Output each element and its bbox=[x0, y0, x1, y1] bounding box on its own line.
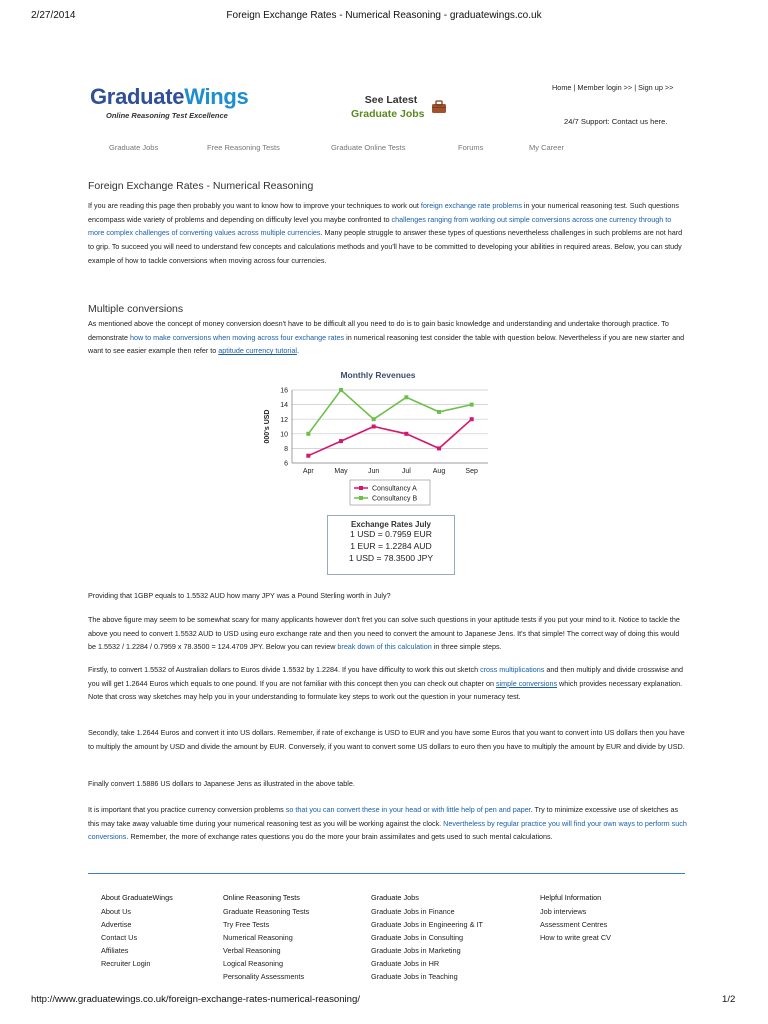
page-title: Foreign Exchange Rates - Numerical Reasoning bbox=[88, 180, 314, 192]
y-tick-label: 14 bbox=[280, 402, 288, 410]
exchange-rates-table bbox=[327, 515, 455, 575]
logo-brand-part2: Wings bbox=[184, 84, 249, 109]
series-line-consultancy-a bbox=[308, 419, 471, 456]
footer-link[interactable]: Graduate Jobs in Marketing bbox=[371, 946, 461, 955]
data-point bbox=[470, 403, 474, 407]
monthly-revenues-chart bbox=[258, 362, 498, 510]
data-point bbox=[404, 432, 408, 436]
foreign-exchange-link[interactable]: foreign exchange rate problems bbox=[420, 201, 522, 210]
finally-paragraph: Finally convert 1.5886 US dollars to Japanese Jens as illustrated in the above table. bbox=[88, 779, 355, 788]
firstly-text-3: which provides necessary explanation. Note that cross way sketches may help you in your understanding to formulate key steps to work out the question in your numeracy test. bbox=[88, 678, 683, 702]
answer-text-1: The above figure may seem to be somewhat scary for many applicants however don't fret you can solve such questions in your aptitude tests if you put your mind to it. Notice to tackle the above you need to convert 1.5532 AUD to USD using euro exchange rate and then you need to convert the amount to Japanese Jens. It's that simple! The correct way of doing this would be 1.5532 / 1.2284 / 0.7959 x 78.3500 = 124.4709 JPY. Below you can review bbox=[88, 615, 680, 652]
answer-text-2: in three simple steps. bbox=[431, 642, 502, 652]
question-text: Providing that 1GBP equals to 1.5532 AUD how many JPY was a Pound Sterling worth in July? bbox=[88, 591, 391, 600]
firstly-text-1: Firstly, to convert 1.5532 of Australian dollars to Euros divide 1.5532 by 1.2284. If you have difficulty to work this out sketch bbox=[88, 665, 481, 674]
footer-link[interactable]: Graduate Jobs in Finance bbox=[371, 907, 455, 916]
multiple-conversions-heading: Multiple conversions bbox=[88, 303, 184, 315]
footer-link[interactable]: Advertise bbox=[101, 920, 132, 929]
chart-title: Monthly Revenues bbox=[340, 370, 416, 380]
data-point bbox=[306, 454, 310, 458]
series-line-consultancy-b bbox=[308, 390, 471, 434]
support-link[interactable]: 24/7 Support: Contact us here. bbox=[564, 117, 668, 126]
print-title: Foreign Exchange Rates - Numerical Reasoning - graduatewings.co.uk bbox=[226, 10, 542, 21]
footer-about bbox=[101, 891, 173, 970]
legend-marker bbox=[359, 486, 363, 490]
data-point bbox=[339, 439, 343, 443]
footer-heading: Helpful Information bbox=[540, 893, 602, 902]
footer-link[interactable]: Graduate Jobs in Consulting bbox=[371, 933, 464, 942]
member-login-link[interactable]: Member login >> bbox=[577, 83, 633, 92]
x-tick-label: Jul bbox=[401, 468, 411, 475]
nav-my-career[interactable]: My Career bbox=[529, 143, 565, 152]
nav-graduate-online-tests[interactable]: Graduate Online Tests bbox=[331, 143, 406, 152]
important-text-3: . Remember, the more of exchange rates questions you do the more your brain assimilates and gets used to such mental calculations. bbox=[126, 832, 553, 842]
important-text-2: . Try to minimize excessive use of sketches as this may take away valuable time during your numerical reasoning test as you will be working against the clock. bbox=[88, 805, 679, 828]
footer-helpful bbox=[540, 891, 611, 944]
important-text-1: It is important that you practice currency conversion problems bbox=[88, 805, 286, 814]
multiple-conversions-paragraph bbox=[88, 317, 688, 358]
x-tick-label: Sep bbox=[465, 468, 478, 475]
sign-up-link[interactable]: Sign up >> bbox=[638, 83, 674, 92]
footer-link[interactable]: Recruiter Login bbox=[101, 959, 151, 968]
multi-text-1: As mentioned above the concept of money conversion doesn't have to be difficult all you need to do is to gain basic knowledge and understanding and undertake thorough practice. To demonstrate bbox=[88, 319, 669, 342]
promo-line2: Graduate Jobs bbox=[351, 108, 425, 120]
data-point bbox=[339, 388, 343, 392]
footer-link[interactable]: Graduate Jobs in Teaching bbox=[371, 972, 458, 981]
top-links: Home | Member login >> | Sign up >> bbox=[552, 83, 674, 92]
data-point bbox=[372, 425, 376, 429]
y-tick-label: 6 bbox=[284, 460, 288, 468]
graduate-jobs-promo[interactable] bbox=[351, 94, 461, 120]
footer-link[interactable]: Graduate Jobs in Engineering & IT bbox=[371, 920, 483, 929]
cross-multiplications-link[interactable]: cross multiplications bbox=[480, 665, 545, 674]
aptitude-currency-tutorial-link[interactable]: aptitude currency tutorial bbox=[218, 346, 297, 356]
footer-link[interactable]: Affiliates bbox=[101, 946, 129, 955]
intro-paragraph bbox=[88, 199, 688, 268]
exchange-rate-row: 1 EUR = 1.2284 AUD bbox=[350, 540, 432, 551]
firstly-text-2: and then multiply and divide crosswise and you will get 1.2644 Euros which equals to one pound. If you are not familiar with this concept then you can check out chapter on bbox=[88, 665, 684, 688]
data-point bbox=[437, 446, 441, 450]
exchange-rate-row: 1 USD = 78.3500 JPY bbox=[348, 552, 434, 563]
footer-link[interactable]: Contact Us bbox=[101, 933, 138, 942]
nav-free-reasoning-tests[interactable]: Free Reasoning Tests bbox=[207, 143, 280, 152]
x-tick-label: May bbox=[334, 468, 348, 475]
promo-line1: See Latest bbox=[364, 94, 418, 106]
x-tick-label: Jun bbox=[368, 468, 380, 475]
footer-divider bbox=[88, 873, 685, 874]
four-exchange-rates-link[interactable]: how to make conversions when moving across four exchange rates bbox=[129, 332, 345, 342]
y-tick-label: 8 bbox=[284, 446, 288, 453]
y-tick-label: 12 bbox=[280, 416, 288, 424]
data-point bbox=[372, 417, 376, 421]
footer-link[interactable]: Job interviews bbox=[540, 907, 587, 916]
convert-in-head-link[interactable]: so that you can convert these in your head or with little help of pen and paper bbox=[285, 805, 531, 814]
briefcase-icon bbox=[431, 100, 447, 114]
footer-link[interactable]: Personality Assessments bbox=[223, 972, 305, 981]
break-down-link[interactable]: break down of this calculation bbox=[337, 642, 432, 652]
footer-link[interactable]: Try Free Tests bbox=[223, 920, 270, 929]
exchange-rates-title: Exchange Rates July bbox=[350, 520, 432, 529]
print-url: http://www.graduatewings.co.uk/foreign-exchange-rates-numerical-reasoning/ bbox=[31, 994, 361, 1005]
intro-text-3: . Many people struggle to answer these types of questions nevertheless challenges in such problems are not hard to grip. To succeed you will need to understand few concepts and calculations methods and you'll have to be committed to developing your abilities in required areas. Below, you can study example of how to tackle conversions when moving across four currencies. bbox=[88, 228, 683, 265]
footer-jobs bbox=[371, 891, 483, 983]
footer-tests bbox=[223, 891, 309, 983]
data-point bbox=[470, 417, 474, 421]
logo-brand-part1: Graduate bbox=[90, 84, 185, 109]
legend-label: Consultancy A bbox=[372, 485, 417, 493]
nav-graduate-jobs[interactable]: Graduate Jobs bbox=[109, 143, 159, 152]
footer-heading: Graduate Jobs bbox=[371, 893, 419, 902]
footer-link[interactable]: Verbal Reasoning bbox=[223, 946, 281, 955]
y-axis-label: 000's USD bbox=[264, 409, 271, 444]
footer-link[interactable]: Graduate Reasoning Tests bbox=[223, 907, 310, 916]
footer-link[interactable]: Graduate Jobs in HR bbox=[371, 959, 440, 968]
challenges-link[interactable]: challenges ranging from working out simple conversions across one currency through to more complex challenges of converting values across multiple currencies bbox=[88, 214, 672, 238]
footer-heading: Online Reasoning Tests bbox=[223, 893, 300, 902]
footer-heading: About GraduateWings bbox=[101, 893, 173, 902]
x-tick-label: Aug bbox=[432, 468, 446, 475]
exchange-rate-row: 1 USD = 0.7959 EUR bbox=[350, 529, 432, 539]
footer-link[interactable]: About Us bbox=[101, 907, 132, 916]
firstly-paragraph bbox=[88, 663, 688, 704]
answer-paragraph bbox=[88, 613, 688, 654]
multi-text-2: in numerical reasoning test consider the table with question below. Nevertheless if you are new starter and want to see easier example then refer to bbox=[88, 332, 685, 356]
secondly-paragraph: Secondly, take 1.2644 Euros and convert it into US dollars. Remember, if rate of exchange is USD to EUR and you have some Euros that you want to convert into US dollars then you have to multiply the amount by USD and divide the amount by EUR. Conversely, if you want to convert some US dollars to euro then you have to multiply the amount by EUR and divide by USD. bbox=[88, 728, 685, 751]
site-logo[interactable] bbox=[90, 84, 248, 120]
print-date: 2/27/2014 bbox=[31, 10, 76, 21]
footer-link[interactable]: Numerical Reasoning bbox=[223, 933, 293, 942]
regular-practice-link[interactable]: Nevertheless by regular practice you will find your own ways to perform such conversions bbox=[88, 818, 687, 842]
home-link[interactable]: Home bbox=[552, 83, 572, 92]
footer-link[interactable]: Logical Reasoning bbox=[223, 959, 284, 968]
footer-link[interactable]: Assessment Centres bbox=[540, 920, 608, 929]
intro-text-1: If you are reading this page then probably you want to know how to improve your techniques to work out bbox=[88, 201, 421, 210]
data-point bbox=[404, 395, 408, 399]
y-tick-label: 16 bbox=[280, 387, 288, 395]
important-paragraph bbox=[88, 803, 688, 844]
print-page-number: 1/2 bbox=[722, 994, 736, 1005]
logo-tagline: Online Reasoning Test Excellence bbox=[106, 111, 228, 120]
x-tick-label: Apr bbox=[302, 468, 314, 475]
nav-forums[interactable]: Forums bbox=[458, 143, 484, 152]
intro-text-2: in your numerical reasoning test. Such questions encompass wide variety of problems and depending on difficulty level you maybe confronted to bbox=[88, 201, 679, 224]
footer-link[interactable]: How to write great CV bbox=[540, 933, 611, 942]
legend-marker bbox=[359, 496, 363, 500]
data-point bbox=[306, 432, 310, 436]
data-point bbox=[437, 410, 441, 414]
simple-conversions-link[interactable]: simple conversions bbox=[495, 678, 558, 688]
y-tick-label: 10 bbox=[280, 431, 288, 439]
legend-label: Consultancy B bbox=[372, 495, 418, 503]
multi-text-3: . bbox=[296, 346, 299, 356]
